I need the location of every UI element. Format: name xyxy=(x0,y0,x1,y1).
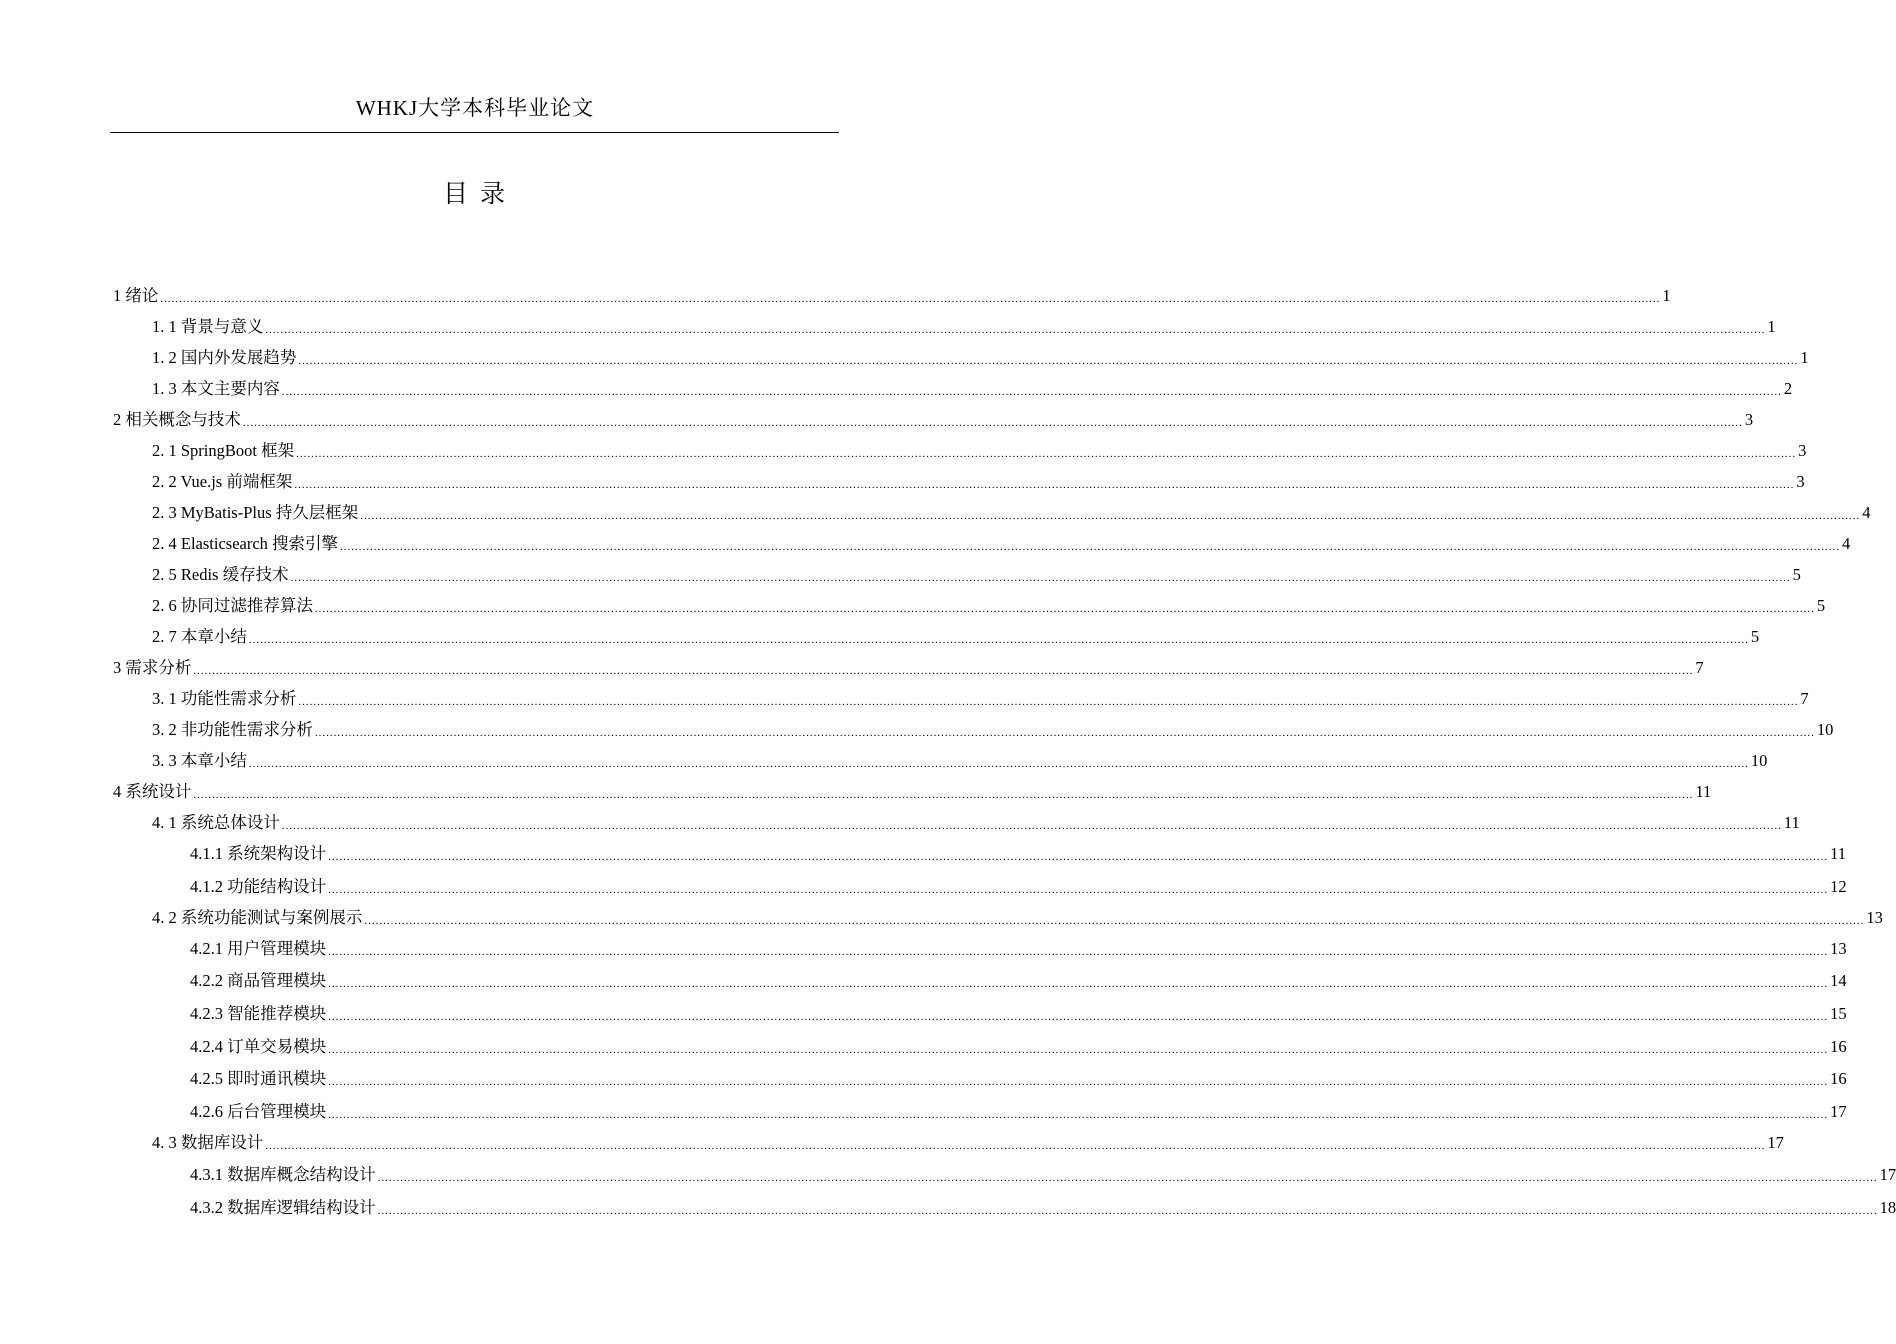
toc-leader-dots: ................................................................................................................................................................................................................................................................................................................................................................................................................ xyxy=(298,696,1799,708)
toc-leader-dots: ................................................................................................................................................................................................................................................................................................................................................................................................................ xyxy=(248,634,1749,646)
toc-leader-dots: ................................................................................................................................................................................................................................................................................................................................................................................................................ xyxy=(160,293,1661,305)
toc-entry-title: 2. 4 Elasticsearch 搜索引擎 xyxy=(152,534,339,553)
toc-entry[interactable] xyxy=(190,875,1847,899)
toc-entry-title: 2. 6 协同过滤推荐算法 xyxy=(152,596,313,615)
toc-leader-dots: ................................................................................................................................................................................................................................................................................................................................................................................................................ xyxy=(290,572,1791,584)
toc-page-number: 7 xyxy=(1695,658,1704,677)
toc-entry[interactable] xyxy=(152,439,1807,463)
toc-page-number: 2 xyxy=(1783,379,1793,398)
toc-page-number: 1 xyxy=(1800,348,1809,367)
toc-entry[interactable] xyxy=(113,408,1754,432)
toc-page-number: 13 xyxy=(1866,908,1883,927)
toc-page-number: 18 xyxy=(1879,1198,1896,1217)
toc-page-number: 17 xyxy=(1767,1133,1784,1152)
toc-entry[interactable] xyxy=(152,501,1871,525)
toc-page-number: 5 xyxy=(1750,627,1760,646)
toc-entry[interactable] xyxy=(113,656,1704,680)
toc-entry[interactable] xyxy=(190,1196,1896,1220)
toc-entry[interactable] xyxy=(152,1131,1784,1155)
toc-page-number: 1 xyxy=(1767,317,1776,336)
toc-entry[interactable] xyxy=(190,842,1847,866)
toc-page-number: 4 xyxy=(1842,534,1851,553)
toc-entry-title: 3. 3 本章小结 xyxy=(152,751,247,770)
toc-page-number: 3 xyxy=(1796,472,1805,491)
toc-entry-title: 4.2.4 订单交易模块 xyxy=(190,1037,327,1056)
toc-title: 目 录 xyxy=(443,179,507,208)
toc-entry[interactable] xyxy=(152,470,1805,494)
toc-page-number: 3 xyxy=(1744,410,1754,429)
toc-leader-dots: ................................................................................................................................................................................................................................................................................................................................................................................................................ xyxy=(265,324,1766,336)
toc-entry[interactable] xyxy=(113,780,1712,804)
toc-entry-title: 4. 1 系统总体设计 xyxy=(152,813,280,832)
toc-leader-dots: ................................................................................................................................................................................................................................................................................................................................................................................................................ xyxy=(377,1172,1878,1184)
toc-entry-title: 2. 2 Vue.js 前端框架 xyxy=(152,472,293,491)
toc-page-number: 4 xyxy=(1862,503,1871,522)
toc-leader-dots: ................................................................................................................................................................................................................................................................................................................................................................................................................ xyxy=(377,1205,1878,1217)
toc-page-number: 16 xyxy=(1830,1069,1847,1088)
toc-page-number: 11 xyxy=(1695,782,1712,801)
toc-entry[interactable] xyxy=(152,811,1800,835)
toc-entry-title: 3 需求分析 xyxy=(113,658,192,677)
toc-leader-dots: ................................................................................................................................................................................................................................................................................................................................................................................................................ xyxy=(314,727,1815,739)
toc-entry-title: 4 系统设计 xyxy=(113,782,192,801)
toc-page-number: 3 xyxy=(1798,441,1807,460)
toc-entry-title: 4. 2 系统功能测试与案例展示 xyxy=(152,908,363,927)
toc-leader-dots: ................................................................................................................................................................................................................................................................................................................................................................................................................ xyxy=(360,510,1861,522)
toc-leader-dots: ................................................................................................................................................................................................................................................................................................................................................................................................................ xyxy=(298,355,1799,367)
toc-entry[interactable] xyxy=(190,1100,1847,1124)
toc-entry[interactable] xyxy=(152,687,1809,711)
toc-leader-dots: ................................................................................................................................................................................................................................................................................................................................................................................................................ xyxy=(328,1011,1829,1023)
toc-entry[interactable] xyxy=(152,625,1760,649)
toc-entry-title: 4.2.5 即时通讯模块 xyxy=(190,1069,327,1088)
toc-entry-title: 4.3.1 数据库概念结构设计 xyxy=(190,1165,376,1184)
toc-page-number: 16 xyxy=(1830,1037,1847,1056)
toc-page-number: 1 xyxy=(1662,286,1671,305)
toc-entry-title: 3. 1 功能性需求分析 xyxy=(152,689,297,708)
toc-page-number: 7 xyxy=(1800,689,1809,708)
toc-page-number: 12 xyxy=(1830,877,1847,896)
toc-entry-title: 4.2.1 用户管理模块 xyxy=(190,939,327,958)
toc-leader-dots: ................................................................................................................................................................................................................................................................................................................................................................................................................ xyxy=(265,1140,1766,1152)
toc-entry[interactable] xyxy=(190,1002,1847,1026)
toc-leader-dots: ................................................................................................................................................................................................................................................................................................................................................................................................................ xyxy=(328,946,1829,958)
toc-entry[interactable] xyxy=(190,969,1847,993)
toc-entry-title: 4.2.3 智能推荐模块 xyxy=(190,1004,327,1023)
toc-leader-dots: ................................................................................................................................................................................................................................................................................................................................................................................................................ xyxy=(328,1044,1829,1056)
toc-page-number: 17 xyxy=(1830,1102,1847,1121)
toc-entry-title: 4.3.2 数据库逻辑结构设计 xyxy=(190,1198,376,1217)
toc-entry[interactable] xyxy=(190,1163,1896,1187)
toc-entry-title: 4.1.1 系统架构设计 xyxy=(190,844,327,863)
toc-entry-title: 3. 2 非功能性需求分析 xyxy=(152,720,313,739)
toc-leader-dots: ................................................................................................................................................................................................................................................................................................................................................................................................................ xyxy=(328,978,1829,990)
toc-entry-title: 4. 3 数据库设计 xyxy=(152,1133,264,1152)
toc-entry[interactable] xyxy=(152,315,1776,339)
toc-entry-title: 2. 5 Redis 缓存技术 xyxy=(152,565,289,584)
toc-entry-title: 1. 2 国内外发展趋势 xyxy=(152,348,297,367)
toc-leader-dots: ................................................................................................................................................................................................................................................................................................................................................................................................................ xyxy=(193,665,1694,677)
toc-leader-dots: ................................................................................................................................................................................................................................................................................................................................................................................................................ xyxy=(340,541,1841,553)
toc-entry[interactable] xyxy=(190,1035,1847,1059)
toc-entry[interactable] xyxy=(152,563,1801,587)
toc-entry-title: 2. 3 MyBatis-Plus 持久层框架 xyxy=(152,503,359,522)
toc-leader-dots: ................................................................................................................................................................................................................................................................................................................................................................................................................ xyxy=(328,1076,1829,1088)
toc-page-number: 17 xyxy=(1879,1165,1896,1184)
toc-entry-title: 4.1.2 功能结构设计 xyxy=(190,877,327,896)
toc-entry[interactable] xyxy=(190,937,1847,961)
toc-entry-title: 1 绪论 xyxy=(113,286,159,305)
toc-page-number: 5 xyxy=(1792,565,1801,584)
toc-entry-title: 1. 3 本文主要内容 xyxy=(152,379,280,398)
toc-page-number: 10 xyxy=(1816,720,1834,739)
toc-entry[interactable] xyxy=(152,718,1834,742)
toc-entry[interactable] xyxy=(152,594,1826,618)
toc-page-number: 13 xyxy=(1830,939,1847,958)
toc-entry-title: 4.2.6 后台管理模块 xyxy=(190,1102,327,1121)
toc-leader-dots: ................................................................................................................................................................................................................................................................................................................................................................................................................ xyxy=(248,758,1749,770)
toc-entry-title: 4.2.2 商品管理模块 xyxy=(190,971,327,990)
toc-entry[interactable] xyxy=(190,1067,1847,1091)
toc-entry[interactable] xyxy=(152,906,1883,930)
toc-entry-title: 2. 1 SpringBoot 框架 xyxy=(152,441,295,460)
toc-entry-title: 2. 7 本章小结 xyxy=(152,627,247,646)
toc-leader-dots: ................................................................................................................................................................................................................................................................................................................................................................................................................ xyxy=(281,820,1782,832)
toc-page-number: 10 xyxy=(1750,751,1768,770)
toc-page-number: 15 xyxy=(1830,1004,1847,1023)
toc-entry[interactable] xyxy=(152,749,1768,773)
toc-entry-title: 1. 1 背景与意义 xyxy=(152,317,264,336)
toc-leader-dots: ................................................................................................................................................................................................................................................................................................................................................................................................................ xyxy=(364,915,1865,927)
toc-leader-dots: ................................................................................................................................................................................................................................................................................................................................................................................................................ xyxy=(328,1109,1829,1121)
toc-leader-dots: ................................................................................................................................................................................................................................................................................................................................................................................................................ xyxy=(314,603,1815,615)
toc-leader-dots: ................................................................................................................................................................................................................................................................................................................................................................................................................ xyxy=(296,448,1797,460)
toc-entry[interactable] xyxy=(113,284,1671,308)
toc-leader-dots: ................................................................................................................................................................................................................................................................................................................................................................................................................ xyxy=(281,386,1782,398)
toc-leader-dots: ................................................................................................................................................................................................................................................................................................................................................................................................................ xyxy=(294,479,1795,491)
toc-leader-dots: ................................................................................................................................................................................................................................................................................................................................................................................................................ xyxy=(328,851,1829,863)
toc-page-number: 5 xyxy=(1816,596,1826,615)
toc-leader-dots: ................................................................................................................................................................................................................................................................................................................................................................................................................ xyxy=(193,789,1694,801)
running-header-title: WHKJ大学本科毕业论文 xyxy=(355,96,595,120)
toc-page-number: 11 xyxy=(1830,844,1847,863)
toc-leader-dots: ................................................................................................................................................................................................................................................................................................................................................................................................................ xyxy=(242,417,1743,429)
toc-entry[interactable] xyxy=(152,532,1851,556)
toc-entry[interactable] xyxy=(152,346,1809,370)
toc-page-number: 11 xyxy=(1783,813,1800,832)
toc-entry[interactable] xyxy=(152,377,1793,401)
toc-leader-dots: ................................................................................................................................................................................................................................................................................................................................................................................................................ xyxy=(328,884,1829,896)
toc-page-number: 14 xyxy=(1830,971,1847,990)
toc-entry-title: 2 相关概念与技术 xyxy=(113,410,241,429)
